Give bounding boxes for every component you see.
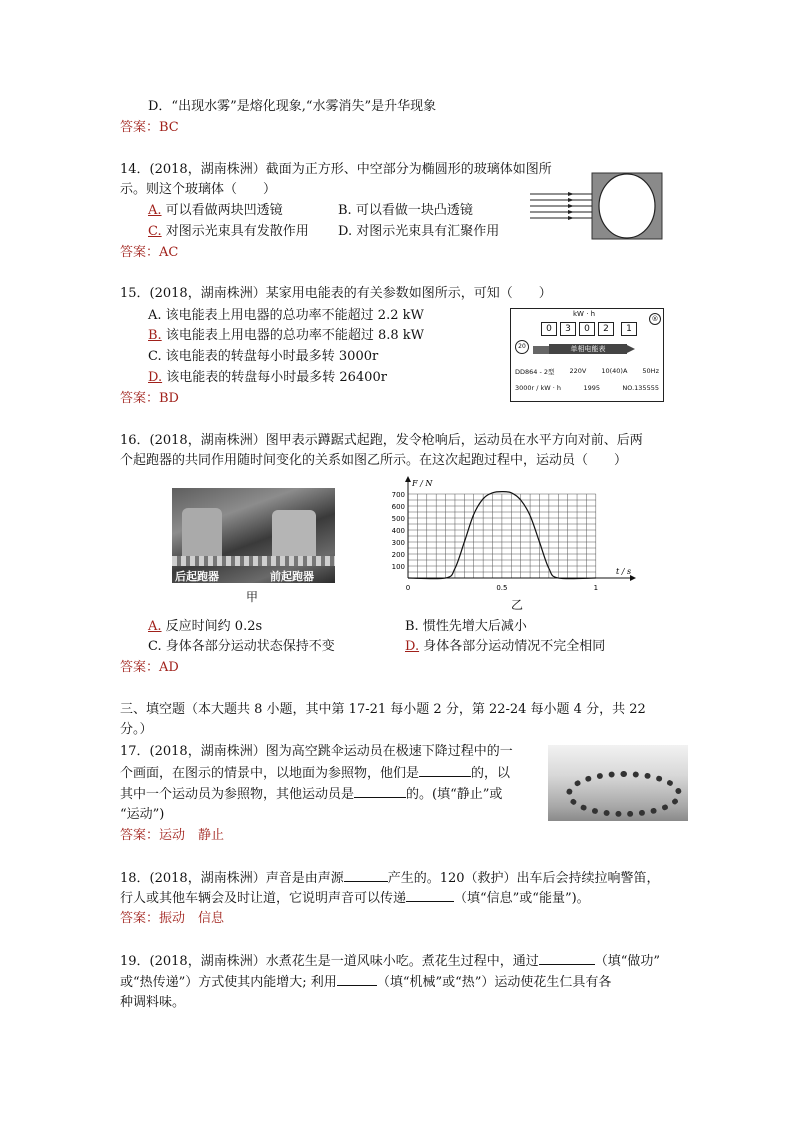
- x-axis-label: t / s: [616, 567, 632, 576]
- light-rays: [530, 194, 592, 218]
- q15-option-d: D. 该电能表的转盘每小时最多转 26400r: [148, 370, 387, 385]
- glass-block-figure: [528, 172, 664, 240]
- y-tick-label: 500: [391, 515, 405, 523]
- q17-line4: “运动”): [120, 807, 165, 822]
- q17-blank-2: [354, 785, 406, 798]
- q13-answer: 答案：BC: [120, 120, 179, 135]
- caption-yi: 乙: [511, 598, 524, 612]
- q17-answer: 答案：运动 静止: [120, 828, 225, 843]
- q13-option-d: D．“出现水雾”是熔化现象,“水雾消失”是升华现象: [148, 99, 437, 114]
- y-tick-label: 700: [391, 491, 405, 499]
- q15-option-b: B. 该电能表上用电器的总功率不能超过 8.8 kW: [148, 328, 425, 343]
- meter-digit: 1: [621, 322, 637, 336]
- q18-blank-2: [406, 889, 454, 902]
- q16-option-c: C. 身体各部分运动状态保持不变: [148, 639, 335, 654]
- x-tick-label: 1: [593, 584, 599, 592]
- y-tick-label: 600: [391, 503, 405, 511]
- q14-answer: 答案：AC: [120, 245, 179, 260]
- q15-option-c: C. 该电能表的转盘每小时最多转 3000r: [148, 349, 379, 364]
- q17-line2: 个画面，在图示的情景中，以地面为参照物，他们是 的，以: [120, 766, 511, 781]
- q18-line1: 18．(2018，湖南株洲）声音是由声源 产生的。120（救护）出车后会持续拉响警笛，: [120, 871, 660, 886]
- q16-option-d: D. 身体各部分运动情况不完全相同: [405, 639, 606, 654]
- q19-blank-2: [337, 973, 377, 986]
- q16-stem-line1: 16．(2018，湖南株洲）图甲表示蹲踞式起跑，发令枪响后，运动员在水平方向对前、后两: [120, 433, 643, 448]
- force-time-chart: [378, 472, 648, 612]
- q16-stem-line2: 个起跑器的共同作用随时间变化的关系如图乙所示。在这次起跑过程中，运动员（ ）: [120, 453, 628, 468]
- q17-blank-1: [419, 764, 471, 777]
- q14-stem-line1: 14．(2018，湖南株洲）截面为正方形、中空部分为椭圆形的玻璃体如图所: [120, 162, 552, 177]
- meter-unit: kW · h: [573, 310, 596, 318]
- y-axis-arrow: [405, 476, 411, 482]
- q15-stem: 15．(2018，湖南株洲）某家用电能表的有关参数如图所示，可知（ ）: [120, 286, 552, 301]
- x-tick-label: 0: [405, 584, 411, 592]
- q14-option-d: D. 对图示光束具有汇聚作用: [338, 224, 500, 239]
- meter-circle-label: 20: [515, 340, 529, 354]
- q19-line2: 或“热传递”）方式使其内能增大; 利用 （填“机械”或“热”）运动使花生仁具有各: [120, 975, 612, 990]
- q16-option-b: B. 惯性先增大后减小: [405, 619, 527, 634]
- caption-jia: 甲: [246, 590, 259, 604]
- q17-line1: 17．(2018，湖南株洲）图为高空跳伞运动员在极速下降过程中的一: [120, 744, 513, 759]
- q14-stem-line2: 示。则这个玻璃体（ ）: [120, 182, 277, 197]
- y-tick-label: 200: [391, 551, 405, 559]
- section3-heading-line1: 三、填空题（本大题共 8 小题，其中第 17-21 每小题 2 分，第 22-24 每小题 4 分，共 22: [120, 702, 646, 717]
- meter-digit: 0: [541, 322, 557, 336]
- q16-answer: 答案：AD: [120, 660, 179, 675]
- meter-mark-icon: ®: [649, 313, 661, 325]
- meter-disc-icon: [533, 346, 549, 354]
- starting-block-photo: [172, 488, 335, 583]
- y-axis-label: F / N: [412, 479, 433, 488]
- rear-shoe-shape: [182, 508, 222, 563]
- electric-meter-figure: [510, 308, 664, 402]
- front-shoe-shape: [272, 510, 316, 562]
- y-tick-label: 100: [391, 563, 405, 571]
- rear-block-label: 后起跑器: [175, 570, 219, 583]
- meter-spec-line1: DD864 - 2型 220V 10(40)A 50Hz: [515, 367, 659, 376]
- q19-line3: 种调料味。: [120, 995, 186, 1010]
- x-tick-label: 0.5: [496, 584, 508, 592]
- q15-answer: 答案：BD: [120, 391, 179, 406]
- q14-option-a: A. 可以看做两块凹透镜: [148, 203, 283, 218]
- hollow-ellipse: [599, 174, 655, 238]
- q16-option-a: A. 反应时间约 0.2s: [148, 619, 263, 634]
- q18-answer: 答案：振动 信息: [120, 911, 225, 926]
- q18-blank-1: [344, 869, 388, 882]
- q14-option-b: B. 可以看做一块凸透镜: [338, 203, 473, 218]
- section3-heading-line2: 分。）: [120, 722, 153, 737]
- skydiver-ring-shape: [566, 771, 682, 817]
- meter-digit: 0: [579, 322, 595, 336]
- q19-blank-1: [539, 952, 595, 965]
- q14-option-c: C. 对图示光束具有发散作用: [148, 224, 309, 239]
- meter-digit: 3: [560, 322, 576, 336]
- meter-arrow-icon: [627, 345, 635, 353]
- q17-line3: 其中一个运动员为参照物，其他运动员是 的。(填“静止”或: [120, 787, 503, 802]
- q15-option-a: A. 该电能表上用电器的总功率不能超过 2.2 kW: [148, 308, 424, 323]
- y-tick-label: 300: [391, 539, 405, 547]
- skydivers-photo: [548, 745, 688, 821]
- meter-spec-line2: 3000r / kW · h 1995 NO.135555: [515, 384, 659, 392]
- q18-line2: 行人或其他车辆会及时让道，它说明声音可以传递 （填“信息”或“能量”)。: [120, 891, 590, 906]
- q19-line1: 19．(2018，湖南株洲）水煮花生是一道风味小吃。煮花生过程中，通过 （填“做功”: [120, 954, 660, 969]
- front-block-label: 前起跑器: [270, 570, 314, 583]
- meter-digit: 2: [598, 322, 614, 336]
- meter-digits: [541, 322, 637, 336]
- y-tick-label: 400: [391, 527, 405, 535]
- meter-brand: 单相电能表: [549, 344, 627, 354]
- block-rail: [172, 556, 335, 566]
